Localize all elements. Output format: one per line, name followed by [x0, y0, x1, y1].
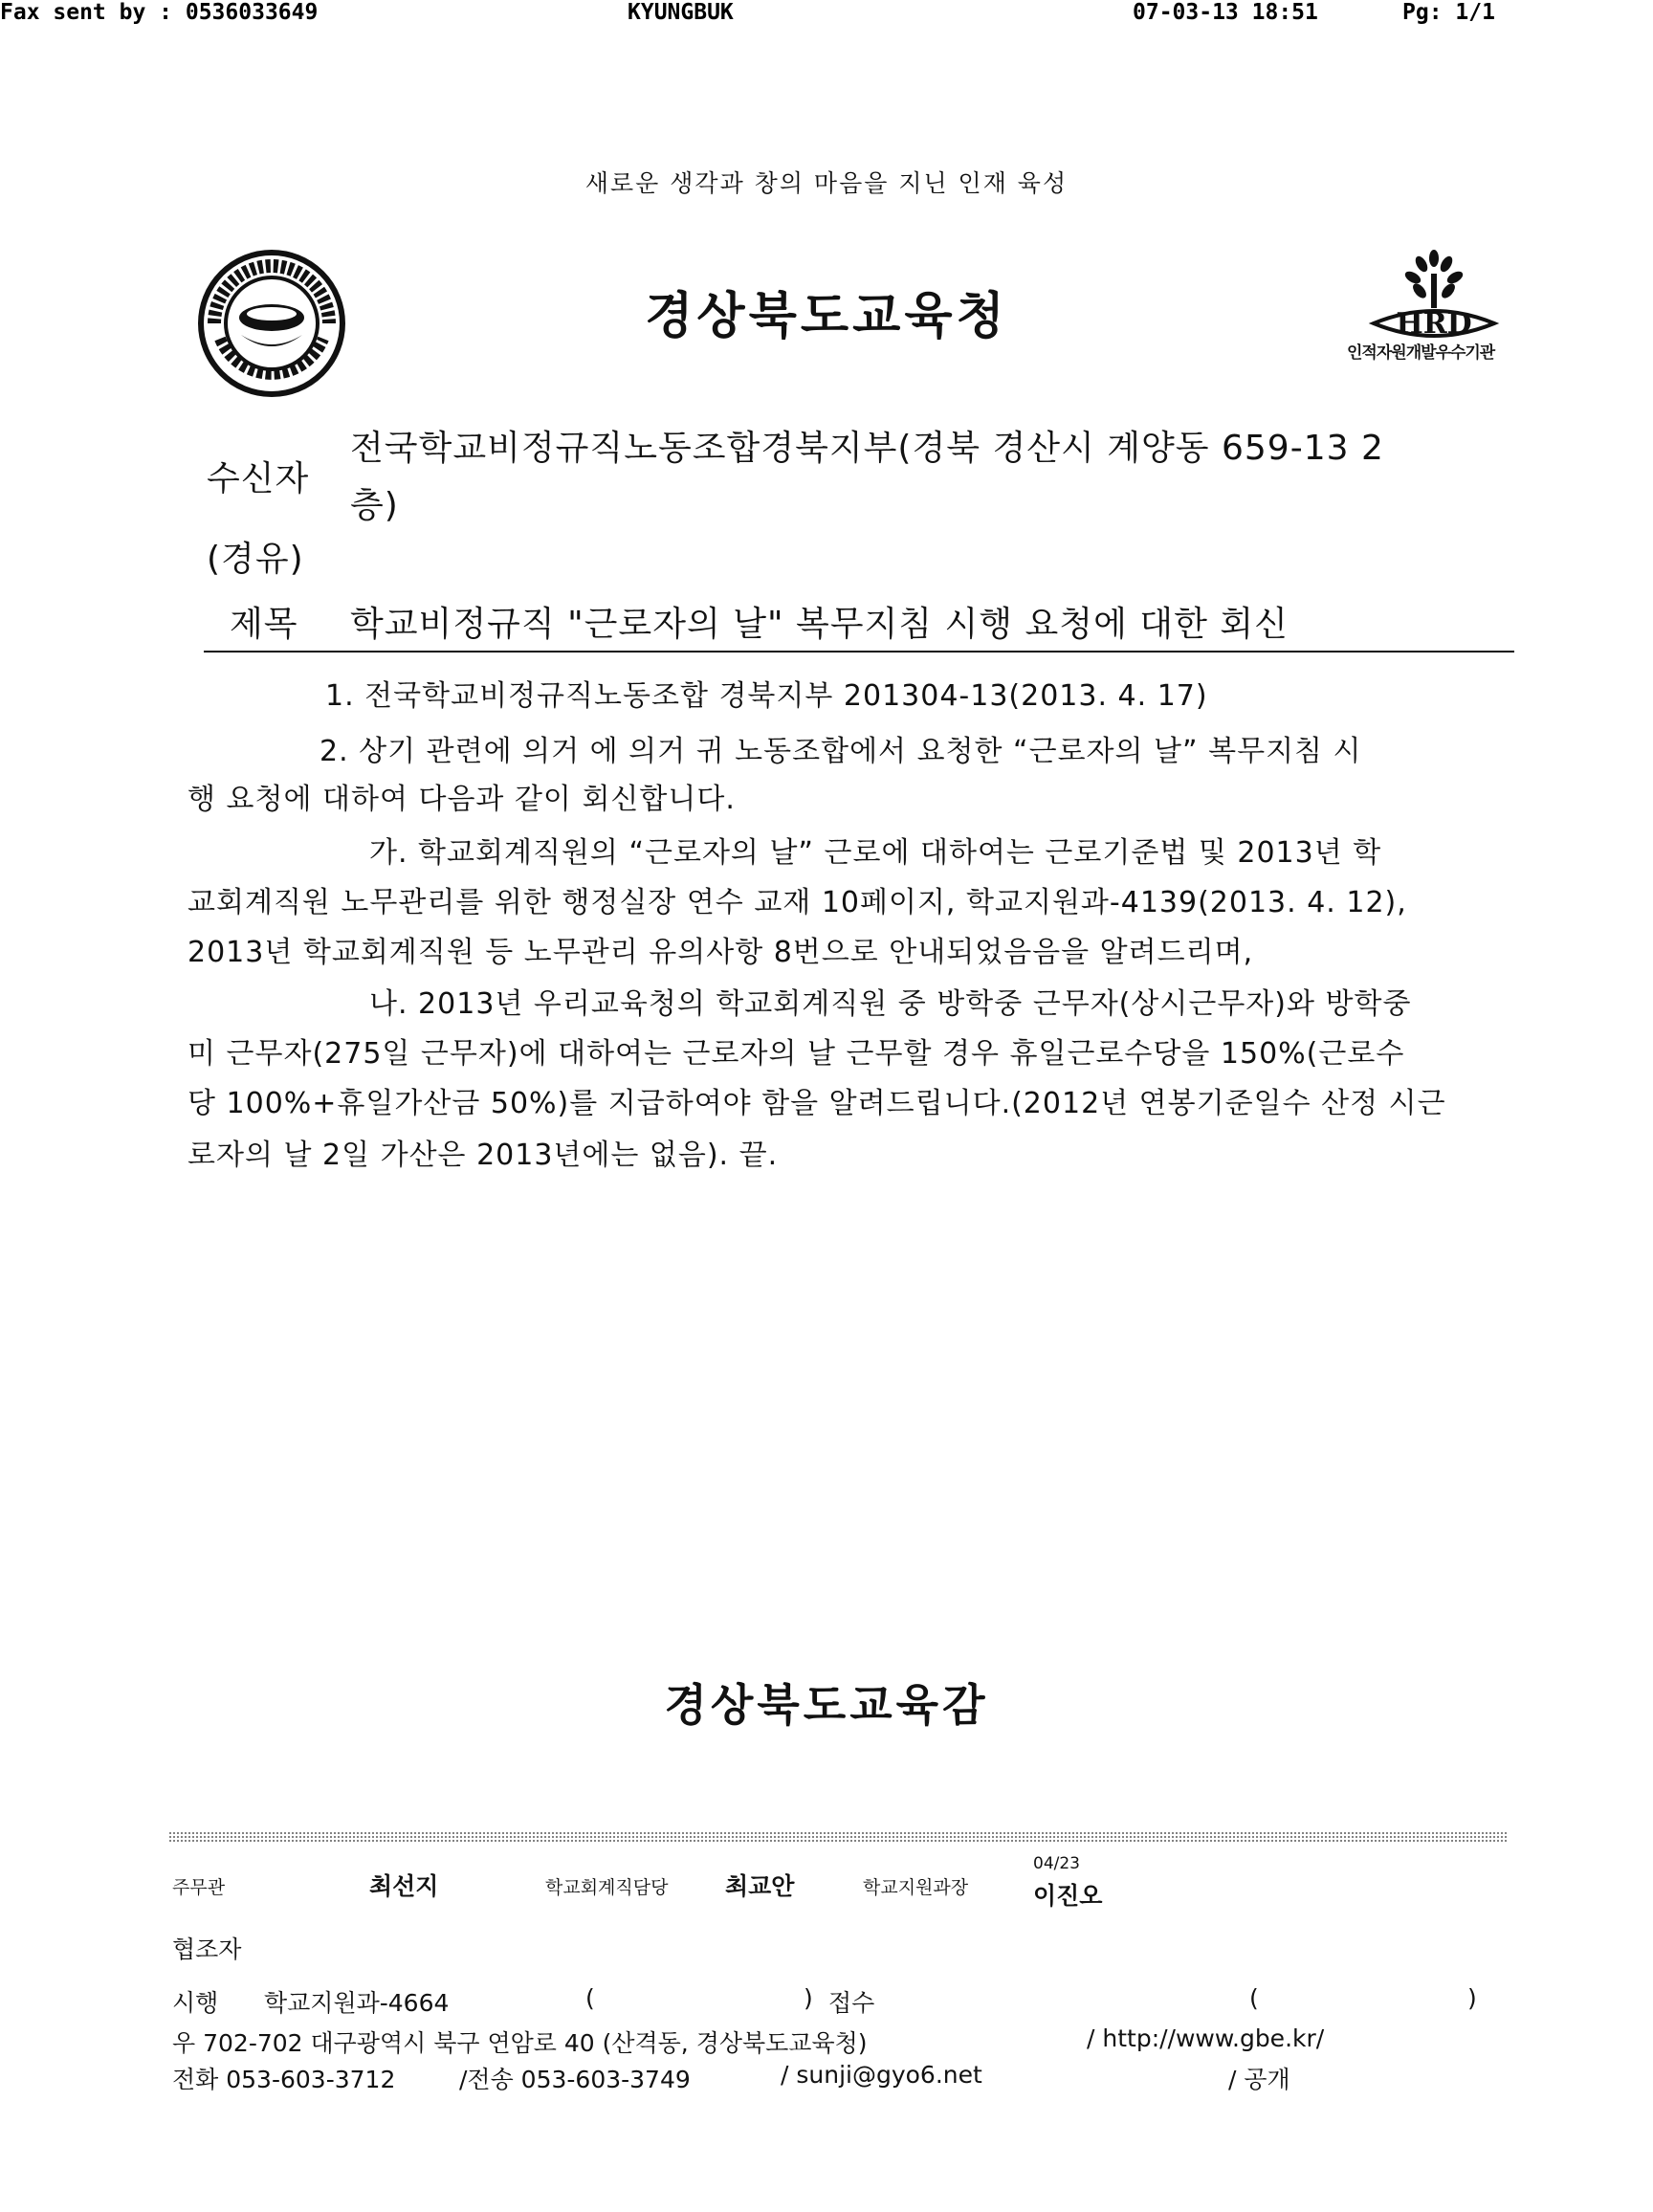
receipt-paren-open: ( [1249, 1984, 1259, 2012]
body-na-line3: 당 100%+휴일가산금 50%)를 지급하여야 함을 알려드립니다.(2012년 연봉기준일수 산정 시근 [187, 1087, 1446, 1120]
fax-datetime: 07-03-13 18:51 [1133, 0, 1318, 25]
slogan: 새로운 생각과 창의 마음을 지닌 인재 육성 [584, 169, 1069, 197]
cooperator-label: 협조자 [172, 1936, 242, 1963]
enforcement-paren-open: ( [585, 1984, 595, 2012]
recipient-label: 수신자 [207, 459, 310, 498]
hrd-logo-text: HRD [1396, 307, 1472, 341]
enforcement-paren-close: ) [804, 1984, 813, 2012]
homepage-link[interactable]: / http://www.gbe.kr/ [1087, 2024, 1325, 2052]
body-ga-line1: 가. 학교회계직원의 “근로자의 날” 근로에 대하여는 근로기준법 및 2013년 학 [369, 836, 1382, 870]
agency-title: 경상북도교육청 [645, 288, 1008, 345]
approval-separator [168, 1831, 1508, 1843]
approval-name-3: 이진오 [1033, 1882, 1103, 1910]
body-item-1: 1. 전국학교비정규직노동조합 경북지부 201304-13(2013. 4. 17) [325, 679, 1208, 713]
subject-divider [204, 651, 1514, 653]
enforcement-number: 학교지원과-4664 [264, 1989, 450, 2017]
fax-sent-by: Fax sent by : 0536033649 [0, 0, 319, 25]
approval-role-1: 주무관 [172, 1877, 226, 1898]
body-na-line2: 미 근무자(275일 근무자)에 대하여는 근로자의 날 근무할 경우 휴일근로수당을 150%(근로수 [187, 1037, 1405, 1071]
approval-role-3: 학교지원과장 [863, 1877, 969, 1898]
fax-sender-name: KYUNGBUK [628, 0, 734, 25]
issuer-signature: 경상북도교육감 [664, 1679, 989, 1731]
disclosure-status: / 공개 [1228, 2066, 1290, 2093]
fax-page: Pg: 1/1 [1402, 0, 1495, 25]
approval-name-2: 최교안 [725, 1872, 795, 1900]
subject-label: 제목 [230, 605, 298, 644]
body-item-2-line2: 행 요청에 대하여 다음과 같이 회신합니다. [187, 783, 736, 816]
body-na-line4: 로자의 날 2일 가산은 2013년에는 없음). 끝. [187, 1139, 779, 1172]
via-label: (경유) [207, 540, 304, 579]
hrd-caption: 인적자원개발우수기관 [1347, 343, 1495, 363]
receipt-label: 접수 [828, 1989, 875, 2017]
recipient-value-line2: 층) [350, 486, 399, 525]
email-address[interactable]: / sunji@gyo6.net [781, 2061, 982, 2089]
recipient-value-line1: 전국학교비정규직노동조합경북지부(경북 경산시 계양동 659-13 2 [350, 429, 1384, 468]
enforcement-label: 시행 [172, 1989, 219, 2017]
body-ga-line3: 2013년 학교회계직원 등 노무관리 유의사항 8번으로 안내되었음음을 알려드리며, [187, 936, 1254, 969]
body-ga-line2: 교회계직원 노무관리를 위한 행정실장 연수 교재 10페이지, 학교지원과-4139(2013. 4. 12), [187, 886, 1407, 919]
receipt-paren-close: ) [1467, 1984, 1477, 2012]
phone-number: 전화 053-603-3712 [172, 2066, 396, 2093]
fax-number: /전송 053-603-3749 [459, 2066, 691, 2093]
body-na-line1: 나. 2013년 우리교육청의 학교회계직원 중 방학중 근무자(상시근무자)와 방학중 [369, 987, 1412, 1021]
approval-role-2: 학교회계직담당 [545, 1877, 669, 1898]
subject-value: 학교비정규직 "근로자의 날" 복무지침 시행 요청에 대한 회신 [350, 605, 1289, 644]
approval-name-1: 최선지 [369, 1872, 439, 1900]
approval-date-3: 04/23 [1033, 1854, 1080, 1873]
body-item-2-line1: 2. 상기 관련에 의거 에 의거 귀 노동조합에서 요청한 “근로자의 날” 복무지침 시 [320, 735, 1362, 768]
address-line: 우 702-702 대구광역시 북구 연암로 40 (산격동, 경상북도교육청) [172, 2029, 868, 2057]
